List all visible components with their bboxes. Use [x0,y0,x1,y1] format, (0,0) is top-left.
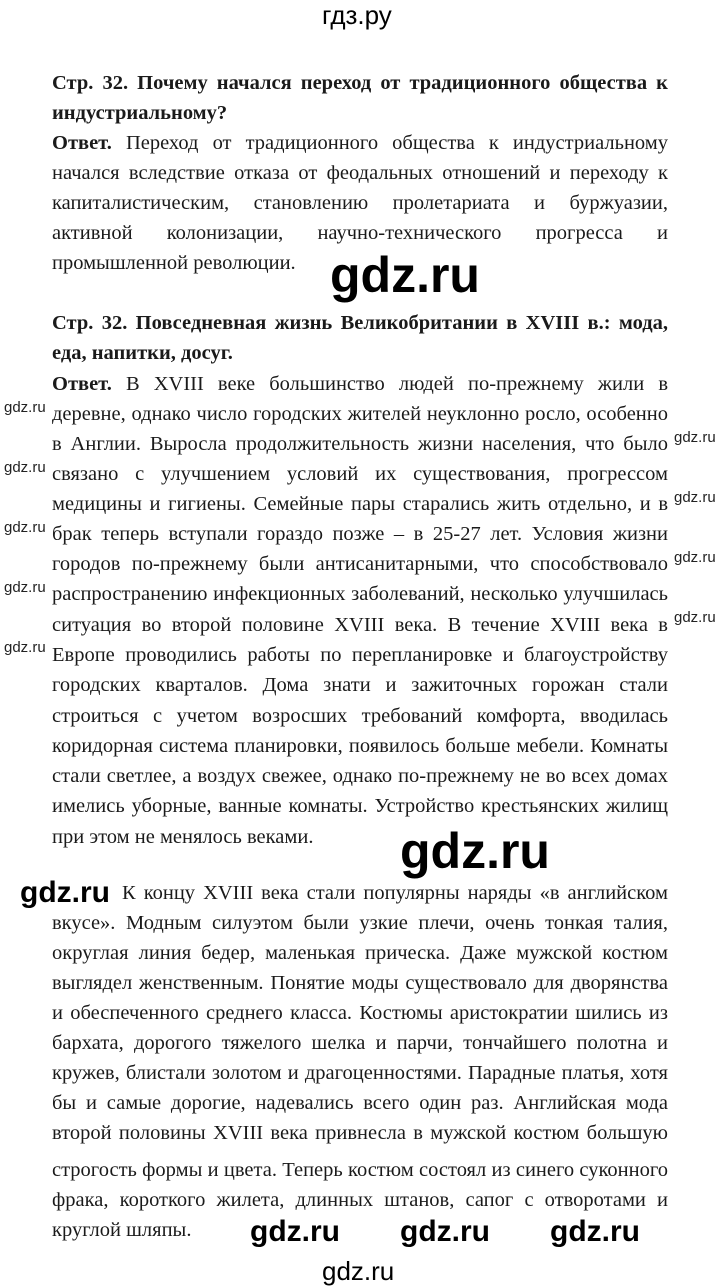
text-line: кружев, блистали золотом и драгоценностями. Парадные платья, хотя [52,1062,668,1084]
watermark-logo: gdz.ru [4,639,46,656]
watermark-logo: gdz.ru [674,609,716,626]
text-line: в Англии. Выросла продолжительность жизни населения, что было [52,433,668,455]
answer-label: Ответ. [52,373,112,395]
text-line: К концу XVIII века стали популярны наряды «в английском [122,882,668,904]
text-line: выглядел женственным. Понятие моды существовало для дворянства [52,972,668,994]
text-line: городских кварталов. Дома знати и зажиточных горожан стали [52,674,668,696]
watermark-logo: gdz.ru [4,399,46,416]
text-line: активной колонизации, научно-технического прогресса и [52,222,668,244]
text-line: коридорная система планировки, появилось больше мебели. Комнаты [52,735,668,757]
watermark-logo: gdz.ru [550,1215,640,1248]
text-line: брак теперь вступали гораздо позже – в 25-27 лет. Условия жизни [52,523,668,545]
text-line: связано с улучшением условий их существования, прогрессом [52,463,668,485]
watermark-logo: gdz.ru [250,1215,340,1248]
watermark-logo: gdz.ru [674,489,716,506]
text-line: ситуация во второй половине XVIII века. В течение XVIII века в [52,614,668,636]
text-line: начался вследствие отказа от феодальных отношений и переходу к [52,162,668,184]
watermark-logo: gdz.ru [674,429,716,446]
text-line: при этом не менялось веками. [52,826,314,848]
question-title: Стр. 32. Повседневная жизнь Великобритании в XVIII в.: мода, [52,312,668,334]
text-line: строиться с учетом возросших требований комфорта, вводилась [52,705,668,727]
watermark-logo: gdz.ru [400,823,550,879]
text-line: бы и самые дорогие, надевались всего один раз. Английская мода [52,1092,668,1114]
text-line: бархата, дорогого тяжелого шелка и парчи, тончайшего полотна и [52,1032,668,1054]
text-line: городов по-прежнему были антисанитарными, что способствовало [52,553,668,575]
watermark-logo: gdz.ru [330,247,480,303]
text-line: промышленной революции. [52,252,296,274]
text-line: деревне, однако число городских жителей неуклонно росло, особенно [52,403,668,425]
text-line: вкусе». Модным силуэтом были узкие плечи, очень тонкая талия, [52,912,668,934]
watermark-logo: gdz.ru [20,876,110,909]
text-line: округлая линия бедер, маленькая прическа. Даже мужской костюм [52,942,668,964]
question-title: Стр. 32. Почему начался переход от традиционного общества к [52,72,668,94]
watermark-logo: gdz.ru [4,579,46,596]
text-line: и обеспеченного среднего класса. Костюмы аристократии шились из [52,1002,668,1024]
answer-text: Переход от традиционного общества к индустриальному [125,132,668,154]
text-line: распространению инфекционных заболеваний, несколько улучшилась [52,583,668,605]
text-line: имелись уборные, ванные комнаты. Устройство крестьянских жилищ [52,795,668,817]
text-line: капиталистическим, становлению пролетариата и буржуазии, [52,192,668,214]
watermark-logo: gdz.ru [674,549,716,566]
watermark-logo: gdz.ru [4,459,46,476]
footer-site-name: gdz.ru [322,1256,395,1286]
text-line: второй половины XVIII века привнесла в мужской костюм большую [52,1122,668,1144]
header-site-name: гдз.ру [322,0,392,30]
answer-line [52,369,668,399]
answer-label: Ответ. [52,132,112,154]
question-title: индустриальному? [52,102,228,124]
question-title: еда, напитки, досуг. [52,342,233,364]
watermark-logo: gdz.ru [400,1215,490,1248]
watermark-logo: gdz.ru [4,519,46,536]
answer-line [52,128,668,158]
text-line: Европе проводились работы по перепланировке и благоустройству [52,644,668,666]
text-line: строгость формы и цвета. Теперь костюм состоял из синего суконного [52,1159,668,1181]
text-line: медицины и гигиены. Семейные пары старались жить отдельно, и в [52,493,668,515]
text-line: фрака, короткого жилета, длинных штанов, сапог с отворотами и [52,1189,668,1211]
answer-text: В XVIII веке большинство людей по-прежнему жили в [125,373,669,395]
text-line: круглой шляпы. [52,1219,192,1241]
text-line: стали светлее, а воздух свежее, однако по-прежнему не во всех домах [52,765,668,787]
